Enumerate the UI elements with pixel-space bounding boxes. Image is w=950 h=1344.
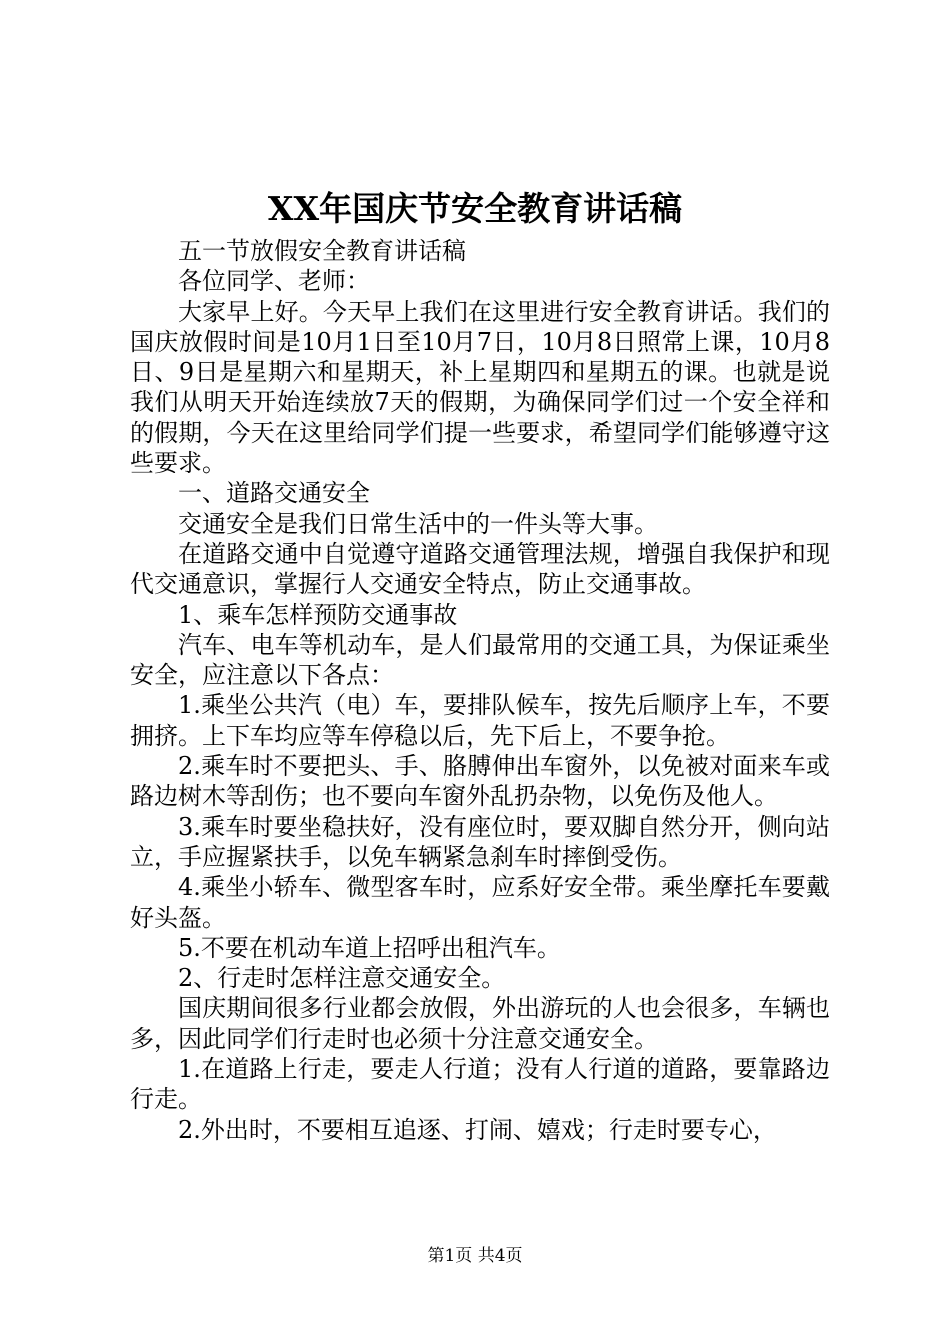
paragraph-subtitle: 五一节放假安全教育讲话稿 — [178, 237, 466, 265]
paragraph: 汽车、电车等机动车，是人们最常用的交通工具，为保证乘坐安全，应注意以下各点： — [130, 630, 830, 690]
list-item: 1.乘坐公共汽（电）车，要排队候车，按先后顺序上车，不要拥挤。上下车均应等车停稳以后，先下后上，不要争抢。 — [130, 691, 830, 750]
list-item: 1.在道路上行走，要走人行道；没有人行道的道路，要靠路边行走。 — [130, 1055, 830, 1114]
paragraph: 国庆期间很多行业都会放假，外出游玩的人也会很多，车辆也多，因此同学们行走时也必须十分注意交通安全。 — [130, 994, 830, 1053]
list-item: 4.乘坐小轿车、微型客车时，应系好安全带。乘坐摩托车要戴好头盔。 — [130, 873, 830, 932]
list-item: 2.乘车时不要把头、手、胳膊伸出车窗外，以免被对面来车或路边树木等刮伤；也不要向车窗外乱扔杂物，以免伤及他人。 — [130, 752, 830, 811]
page-number-footer: 第1页 共4页 — [427, 1246, 523, 1266]
paragraph: 在道路交通中自觉遵守道路交通管理法规，增强自我保护和现代交通意识，掌握行人交通安全特点，防止交通事故。 — [130, 539, 830, 599]
paragraph-intro: 大家早上好。今天早上我们在这里进行安全教育讲话。我们的国庆放假时间是10月1日至10月7日，10月8日照常上课，10月8日、9日是星期六和星期天，补上星期四和星期五的课。也就是说我们从明天开始连续放7天的假期，为确保同学们过一个安全祥和的假期，今天在这里给同学们提一些要求，希望同学们能够遵守这些要求。 — [130, 297, 830, 478]
list-item: 3.乘车时要坐稳扶好，没有座位时，要双脚自然分开，侧向站立，手应握紧扶手，以免车辆紧急刹车时摔倒受伤。 — [130, 812, 830, 871]
document-body — [130, 236, 830, 1145]
section-heading-road-traffic: 一、道路交通安全 — [178, 479, 370, 508]
list-item: 5.不要在机动车道上招呼出租汽车。 — [178, 933, 561, 962]
paragraph: 交通安全是我们日常生活中的一件头等大事。 — [178, 509, 658, 538]
subsection-heading-riding: 1、乘车怎样预防交通事故 — [178, 600, 458, 629]
subsection-heading-walking: 2、行走时怎样注意交通安全。 — [178, 964, 506, 993]
paragraph-salutation: 各位同学、老师： — [178, 267, 370, 296]
document-title: XX年国庆节安全教育讲话稿 — [267, 189, 683, 228]
list-item: 2.外出时，不要相互追逐、打闹、嬉戏；行走时要专心， — [178, 1115, 777, 1144]
